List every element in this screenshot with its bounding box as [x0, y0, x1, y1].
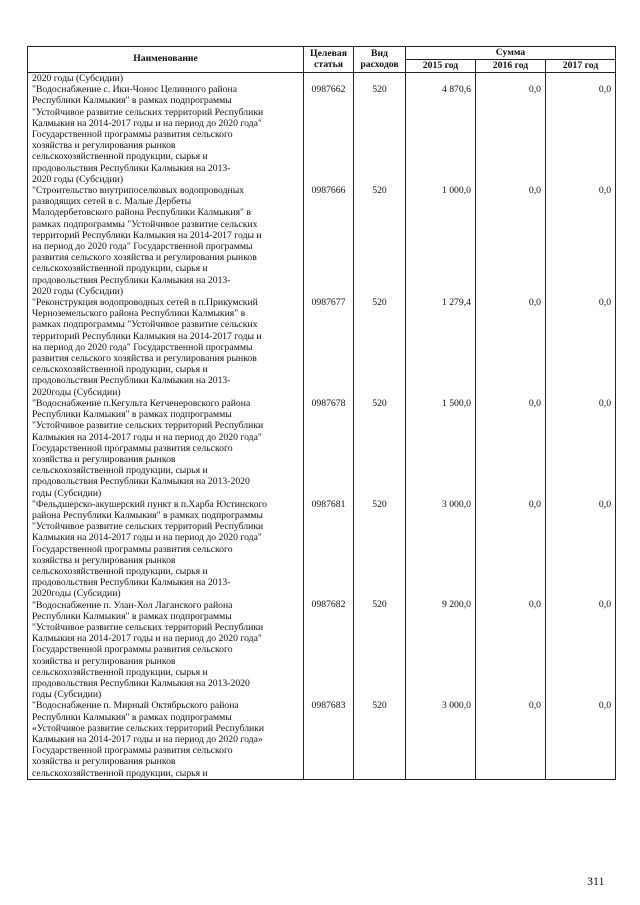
header-target-line2: статья: [314, 58, 343, 70]
row-name-line: сельскохозяйственной продукции, сырья и: [32, 263, 208, 275]
row-sum-2017: 0,0: [546, 387, 616, 488]
row-name-line: хозяйства и регулирования рынков: [32, 453, 176, 465]
row-name-line: Калмыкия на 2014-2017 годы и на период до 2020 года": [32, 117, 262, 129]
table-row: [28, 73, 616, 174]
row-name: [28, 286, 304, 387]
row-name-line: "Водоснабжение с. Ики-Чонос Целинного района: [32, 84, 237, 96]
row-name-line: рамках подпрограммы "Устойчивое развитие сельских: [32, 218, 258, 230]
row-name-line: Государственной программы развития сельского: [32, 543, 233, 555]
table-row: [28, 387, 616, 488]
row-name-line: «Устойчивое развитие сельских территорий Республики: [32, 722, 265, 734]
row-sum-2017: 0,0: [546, 286, 616, 387]
row-name-line: развития сельского хозяйства и регулирования рынков: [32, 252, 257, 264]
row-name-line: Республики Калмыкия" в рамках подпрограммы: [32, 409, 232, 421]
row-name-line: продовольствия Республики Калмыкия на 2013-: [32, 274, 231, 286]
row-name-line: "Устойчивое развитие сельских территорий Республики: [32, 621, 264, 633]
row-name: [28, 174, 304, 286]
row-name-line: "Устойчивое развитие сельских территорий Республики: [32, 420, 264, 432]
row-sum-2016: 0,0: [476, 588, 546, 689]
budget-table: [27, 46, 616, 780]
row-expense-kind: 520: [354, 488, 406, 589]
row-name-line: Государственной программы развития сельского: [32, 745, 233, 757]
row-name-line: 2020 годы (Субсидии): [32, 173, 124, 185]
row-name-line: продовольствия Республики Калмыкия на 2013-2020: [32, 677, 250, 689]
row-name: [28, 387, 304, 488]
row-name-line: "Устойчивое развитие сельских территорий Республики: [32, 106, 264, 118]
row-sum-2016: 0,0: [476, 174, 546, 286]
row-sum-2015: 9 200,0: [406, 588, 476, 689]
row-name-line: развития сельского хозяйства и регулирования рынков: [32, 353, 257, 365]
row-name-line: 2020 годы (Субсидии): [32, 285, 124, 297]
row-name-line: продовольствия Республики Калмыкия на 2013-: [32, 375, 231, 387]
header-target: [304, 47, 354, 73]
header-target-line1: Целевая: [310, 48, 347, 59]
row-name-line: 2020 годы (Субсидии): [32, 73, 124, 84]
table-row: [28, 286, 616, 387]
row-name-line: "Водоснабжение п.Кегульта Кетченеровского района: [32, 397, 251, 409]
row-name-line: продовольствия Республики Калмыкия на 2013-2020: [32, 476, 250, 488]
row-name-line: сельскохозяйственной продукции, сырья и: [32, 565, 208, 577]
row-name-line: Малодербетовского района Республики Калмыкия" в: [32, 207, 251, 219]
row-sum-2017: 0,0: [546, 174, 616, 286]
row-name: [28, 689, 304, 779]
row-name-line: Республики Калмыкия" в рамках подпрограммы: [32, 711, 232, 723]
row-name-line: Государственной программы развития сельского: [32, 442, 233, 454]
row-name-line: хозяйства и регулирования рынков: [32, 756, 176, 768]
row-sum-2016: 0,0: [476, 286, 546, 387]
header-name: Наименование: [28, 47, 304, 73]
row-name-line: годы (Субсидии): [32, 487, 102, 499]
row-name-line: 2020годы (Субсидии): [32, 386, 121, 398]
row-target-code: 0987662: [304, 73, 354, 174]
row-sum-2017: 0,0: [546, 588, 616, 689]
row-name-line: сельскохозяйственной продукции, сырья и: [32, 364, 208, 376]
row-sum-2015: 3 000,0: [406, 689, 476, 779]
row-name-line: Калмыкия на 2014-2017 годы и на период до 2020 года": [32, 633, 262, 645]
row-sum-2015: 1 279,4: [406, 286, 476, 387]
row-sum-2015: 3 000,0: [406, 488, 476, 589]
row-name-line: "Строительство внутрипоселковых водопроводных: [32, 185, 245, 197]
row-sum-2016: 0,0: [476, 689, 546, 779]
row-name-line: "Фельдшерско-акушерский пункт в п.Харба Юстинского: [32, 498, 268, 510]
row-name-line: Калмыкия на 2014-2017 годы и на период до 2020 года": [32, 431, 262, 443]
row-sum-2016: 0,0: [476, 488, 546, 589]
table-row: [28, 689, 616, 779]
row-name-line: "Реконструкция водопроводных сетей в п.Прикумский: [32, 297, 258, 309]
row-expense-kind: 520: [354, 588, 406, 689]
row-name-line: "Водоснабжение п. Мирный Октябрьского района: [32, 700, 239, 712]
row-target-code: 0987682: [304, 588, 354, 689]
row-name-line: продовольствия Республики Калмыкия на 2013-: [32, 577, 231, 589]
header-2016: 2016 год: [476, 60, 546, 73]
table-row: [28, 174, 616, 286]
row-name-line: хозяйства и регулирования рынков: [32, 554, 176, 566]
row-name-line: рамках подпрограммы "Устойчивое развитие сельских: [32, 319, 258, 331]
header-kind-line2: расходов: [360, 58, 399, 70]
row-name-line: "Водоснабжение п. Улан-Хол Лаганского района: [32, 599, 233, 611]
row-sum-2016: 0,0: [476, 73, 546, 174]
header-2015: 2015 год: [406, 60, 476, 73]
row-name-line: территорий Республики Калмыкия на 2014-2017 годы и: [32, 330, 262, 342]
row-name-line: 2020годы (Субсидии): [32, 588, 121, 600]
row-name-line: сельскохозяйственной продукции, сырья и: [32, 767, 208, 779]
header-kind: [354, 47, 406, 73]
row-sum-2015: 4 870,6: [406, 73, 476, 174]
row-name-line: хозяйства и регулирования рынков: [32, 140, 176, 152]
table-row: [28, 588, 616, 689]
row-name-line: Республики Калмыкия" в рамках подпрограммы: [32, 95, 232, 107]
row-name-line: продовольствия Республики Калмыкия на 2013-: [32, 162, 231, 174]
row-expense-kind: 520: [354, 387, 406, 488]
row-name-line: хозяйства и регулирования рынков: [32, 655, 176, 667]
row-name-line: Государственной программы развития сельского: [32, 129, 233, 141]
row-name-line: Государственной программы развития сельского: [32, 644, 233, 656]
row-name-line: сельскохозяйственной продукции, сырья и: [32, 666, 208, 678]
row-name-line: на период до 2020 года" Государственной программы: [32, 341, 253, 353]
row-name-line: Черноземельского района Республики Калмыкия" в: [32, 308, 246, 320]
row-name-line: Калмыкия на 2014-2017 годы и на период до 2020 года»: [32, 733, 263, 745]
row-name-line: территорий Республики Калмыкия на 2014-2017 годы и: [32, 229, 262, 241]
table-row: [28, 488, 616, 589]
row-name: [28, 588, 304, 689]
row-sum-2015: 1 000,0: [406, 174, 476, 286]
row-name: [28, 488, 304, 589]
row-name-line: Республики Калмыкия" в рамках подпрограммы: [32, 610, 232, 622]
row-expense-kind: 520: [354, 286, 406, 387]
row-sum-2017: 0,0: [546, 689, 616, 779]
row-sum-2016: 0,0: [476, 387, 546, 488]
header-kind-line1: Вид: [371, 48, 388, 59]
row-name-line: годы (Субсидии): [32, 689, 102, 701]
row-target-code: 0987666: [304, 174, 354, 286]
row-name-line: разводящих сетей в с. Малые Дербеты: [32, 196, 192, 208]
header-sum: Сумма: [406, 47, 616, 60]
row-expense-kind: 520: [354, 174, 406, 286]
header-2017: 2017 год: [546, 60, 616, 73]
row-target-code: 0987678: [304, 387, 354, 488]
row-name-line: на период до 2020 года" Государственной программы: [32, 241, 253, 253]
row-name: [28, 73, 304, 174]
row-target-code: 0987681: [304, 488, 354, 589]
page-number: 311: [587, 874, 605, 888]
row-name-line: района Республики Калмыкия" в рамках подпрограммы: [32, 509, 263, 521]
row-name-line: "Устойчивое развитие сельских территорий Республики: [32, 521, 264, 533]
row-expense-kind: 520: [354, 73, 406, 174]
row-expense-kind: 520: [354, 689, 406, 779]
row-sum-2015: 1 500,0: [406, 387, 476, 488]
row-sum-2017: 0,0: [546, 488, 616, 589]
row-name-line: сельскохозяйственной продукции, сырья и: [32, 151, 208, 163]
row-sum-2017: 0,0: [546, 73, 616, 174]
row-name-line: сельскохозяйственной продукции, сырья и: [32, 465, 208, 477]
row-target-code: 0987677: [304, 286, 354, 387]
row-name-line: Калмыкия на 2014-2017 годы и на период до 2020 года": [32, 532, 262, 544]
row-target-code: 0987683: [304, 689, 354, 779]
